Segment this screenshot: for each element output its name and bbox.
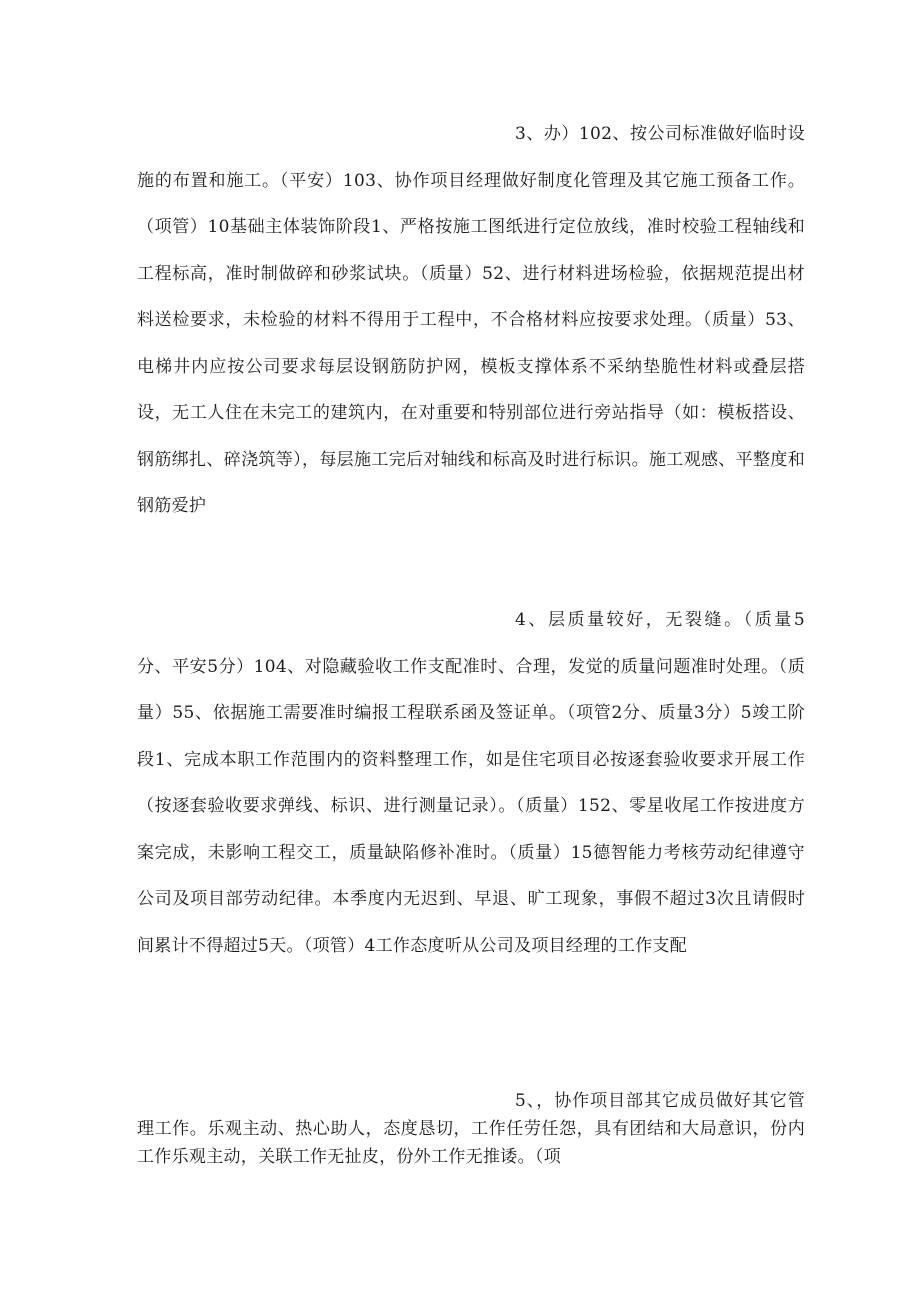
paragraph-2: 4、层质量较好，无裂缝。（质量5分、平安5分）104、对隐藏验收工作支配准时、合理，发觉的质量问题准时处理。（质量）55、依据施工需要准时编报工程联系函及签证单。（项管2分、质量3分）5竣工阶段1、完成本职工作范围内的资料整理工作，如是住宅项目必按逐套验收要求开展工作（按逐套验收要求弹线、标识、进行测量记录）。（质量）152、零星收尾工作按进度方案完成，未影响工程交工，质量缺陷修补准时。（质量）15德智能力考核劳动纪律遵守公司及项目部劳动纪律。本季度内无迟到、早退、旷工现象，事假不超过3次且请假时间累计不得超过5天。（项管）4工作态度听从公司及项目经理的工作支配 — [137, 610, 805, 956]
paragraph-1: 3、办）102、按公司标准做好临时设施的布置和施工。（平安）103、协作项目经理做好制度化管理及其它施工预备工作。（项管）10基础主体装饰阶段1、严格按施工图纸进行定位放线，准时校验工程轴线和工程标高，准时制做碎和砂浆试块。（质量）52、进行材料进场检验，依据规范提出材料送检要求，未检验的材料不得用于工程中，不合格材料应按要求处理。（质量）53、电梯井内应按公司要求每层设钢筋防护网，模板支撑体系不采纳垫脆性材料或叠层搭设，无工人住在未完工的建筑内，在对重要和特别部位进行旁站指导（如：模板搭设、钢筋绑扎、碎浇筑等），每层施工完后对轴线和标高及时进行标识。施工观感、平整度和钢筋爱护 — [137, 124, 805, 516]
paragraph-3: 5、，协作项目部其它成员做好其它管理工作。乐观主动、热心助人，态度恳切，工作任劳任怨，具有团结和大局意识，份内工作乐观主动，关联工作无扯皮，份外工作无推诿。（项 — [137, 1091, 805, 1167]
